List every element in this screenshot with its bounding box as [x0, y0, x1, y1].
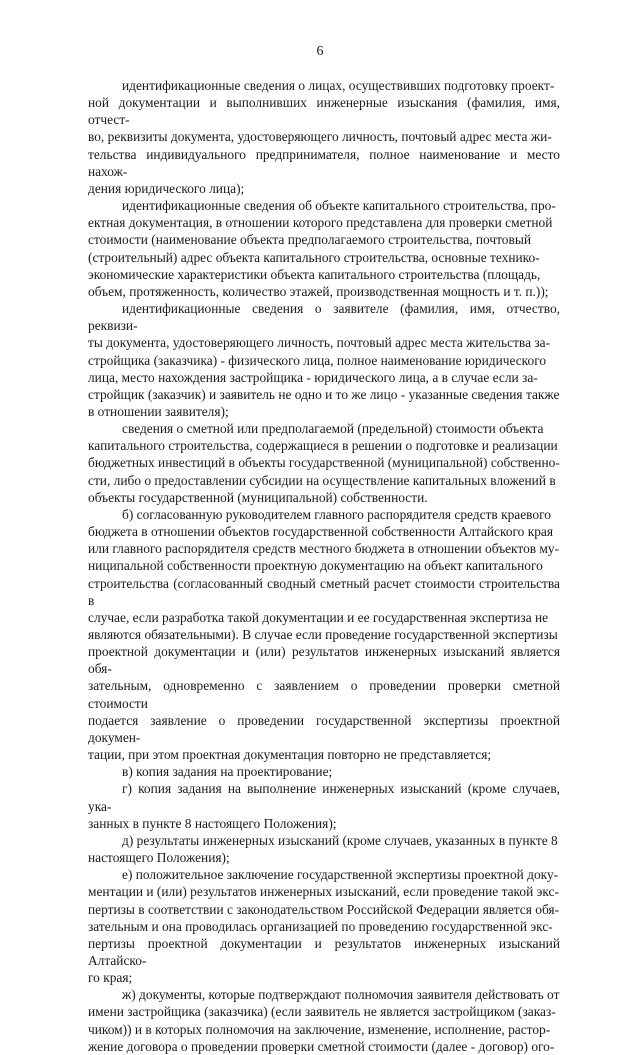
paragraph-contractor-details: идентификационные сведения о лицах, осуществивших подготовку проект- ной документации и выполнивших инженерные изыскания (фамилия, имя, отчест- во, реквизиты документа, удостоверяющего личность, почтовый адрес места жи- тельства индивидуального предпринимателя, полное наименование и место нахож- дения юридического лица);: [88, 78, 560, 196]
paragraph-item-b: б) согласованную руководителем главного распорядителя средств краевого бюджета в отношении объектов государственной собственности Алтайского края или главного распорядителя средств местного бюджета в отношении объектов му- ниципальной собственности проектную документацию на объект капитального строительства (согласованный сводный сметный расчет стоимости строительства в случае, если разработка такой документации и ее государственная экспертиза не являются обязательными). В случае если проведение государственной экспертизы проектной документации и (или) результатов инженерных изысканий является обя- зательным, одновременно с заявлением о проведении проверки сметной стоимости подается заявление о проведении государственной экспертизы проектной докумен- тации, при этом проектная документация повторно не представляется;: [88, 506, 560, 763]
paragraph-item-d: д) результаты инженерных изысканий (кроме случаев, указанных в пункте 8 настоящего Положения);: [88, 832, 558, 866]
paragraph-applicant-details: идентификационные сведения о заявителе (фамилия, имя, отчество, реквизи- ты документа, удостоверяющего личность, почтовый адрес места жительства за- стройщика (заказчика) - физического лица, полное наименование юридического лица, место нахождения застройщика - юридического лица, а в случае если за- стройщик (заказчик) и заявитель не одно и то же лицо - указанные сведения также в отношении заявителя);: [88, 301, 560, 419]
paragraph-object-details: идентификационные сведения об объекте капитального строительства, про- ектная документация, в отношении которого представлена для проверки сметной стоимости (наименование объекта предполагаемого строительства, почтовый (строительный) адрес объекта капитального строительства, основные технико- экономические характеристики объекта капитального строительства (площадь, объем, протяженность, количество этажей, производственная мощность и т. п.));: [88, 198, 556, 299]
paragraph-item-zh: ж) документы, которые подтверждают полномочия заявителя действовать от имени застройщика (заказчика) (если заявитель не является застройщиком (заказ- чиком)) и в которых полномочия на заключение, изменение, исполнение, растор- жение договора о проведении проверки сметной стоимости (далее - договор) ого-: [88, 987, 560, 1054]
page-number: 6: [316, 44, 324, 59]
paragraph-item-e: е) положительное заключение государственной экспертизы проектной доку- ментации и (или) результатов инженерных изысканий, если проведение такой экс- пертизы в соответствии с законодательством Российской Федерации является обя- зательным и она проводилась организацией по проведению государственной экс- пертизы проектной документации и результатов инженерных изысканий Алтайско- го края;: [88, 867, 560, 986]
paragraph-item-g: г) копия задания на выполнение инженерных изысканий (кроме случаев, ука- занных в пункте 8 настоящего Положения);: [88, 781, 560, 831]
paragraph-item-v: в) копия задания на проектирование;: [122, 764, 333, 780]
paragraph-estimated-cost: сведения о сметной или предполагаемой (предельной) стоимости объекта капитального строительства, содержащиеся в решении о подготовке и реализации бюджетных инвестиций в объекты государственной (муниципальной) собственно- сти, либо о предоставлении субсидии на осуществление капитальных вложений в объекты государственной (муниципальной) собственности.: [88, 421, 560, 505]
document-body: [88, 77, 560, 1055]
